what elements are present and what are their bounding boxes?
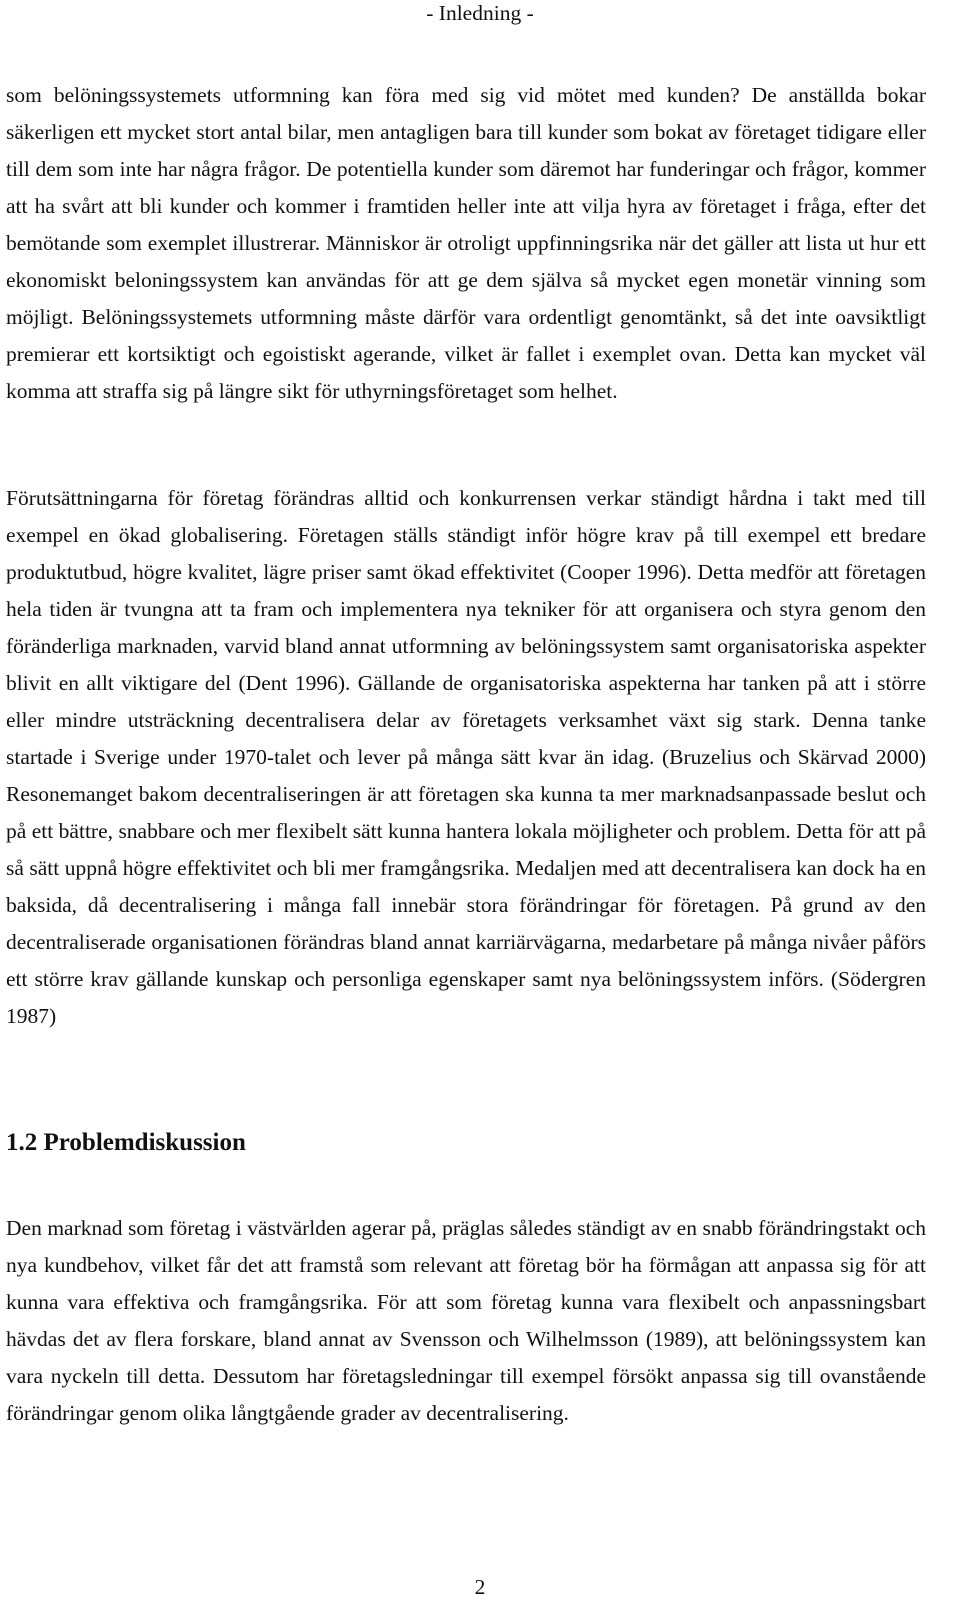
- running-header: - Inledning -: [426, 1, 534, 25]
- body-paragraph-2: Förutsättningarna för företag förändras alltid och konkurrensen verkar ständigt hårdna i takt med till exempel en ökad globalisering. Företagen ställs ständigt inför högre krav på till exempel ett bredare produktutbud, högre kvalitet, lägre priser samt ökad effektivitet (Cooper 1996). Detta medför att företagen hela tiden är tvungna att ta fram och implementera nya tekniker för att organisera och styra genom den föränderliga marknaden, varvid bland annat utformning av belöningssystem samt organisatoriska aspekter blivit en allt viktigare del (Dent 1996). Gällande de organisatoriska aspekterna har tanken på att i större eller mindre utsträckning decentralisera delar av företagets verksamhet växt sig stark. Denna tanke startade i Sverige under 1970-talet och lever på många sätt kvar än idag. (Bruzelius och Skärvad 2000) Resonemanget bakom decentraliseringen är att företagen ska kunna ta mer marknadsanpassade beslut och på ett bättre, snabbare och mer flexibelt sätt kunna hantera lokala möjligheter och problem. Detta för att på så sätt uppnå högre effektivitet och bli mer framgångsrika. Medaljen med att decentralisera kan dock ha en baksida, då decentralisering i många fall innebär stora förändringar för företagen. På grund av den decentraliserade organisationen förändras bland annat karriärvägarna, medarbetare på många nivåer påförs ett större krav gällande kunskap och personliga egenskaper samt nya belöningssystem införs. (Södergren 1987): [6, 486, 926, 1028]
- body-paragraph-3: Den marknad som företag i västvärlden agerar på, präglas således ständigt av en snabb förändringstakt och nya kundbehov, vilket får det att framstå som relevant att företag bör ha förmågan att anpassa sig för att kunna vara effektiva och framgångsrika. För att som företag kunna vara flexibelt och anpassningsbart hävdas det av flera forskare, bland annat av Svensson och Wilhelmsson (1989), att belöningssystem kan vara nyckeln till detta. Dessutom har företagsledningar till exempel försökt anpassa sig till ovanstående förändringar genom olika långtgående grader av decentralisering.: [6, 1216, 926, 1425]
- body-paragraph-1: som belöningssystemets utformning kan föra med sig vid mötet med kunden? De anställda bokar säkerligen ett mycket stort antal bilar, men antagligen bara till kunder som bokat av företaget tidigare eller till dem som inte har några frågor. De potentiella kunder som däremot har funderingar och frågor, kommer att ha svårt att bli kunder och kommer i framtiden heller inte att vilja hyra av företaget i fråga, efter det bemötande som exemplet illustrerar. Människor är otroligt uppfinningsrika när det gäller att lista ut hur ett ekonomiskt beloningssystem kan användas för att ge dem själva så mycket egen monetär vinning som möjligt. Belöningssystemets utformning måste därför vara ordentligt genomtänkt, så det inte oavsiktligt premierar ett kortsiktigt och egoistiskt agerande, vilket är fallet i exemplet ovan. Detta kan mycket väl komma att straffa sig på längre sikt för uthyrningsföretaget som helhet.: [6, 83, 926, 403]
- section-heading: 1.2 Problemdiskussion: [6, 1129, 246, 1156]
- page-number: 2: [474, 1575, 486, 1599]
